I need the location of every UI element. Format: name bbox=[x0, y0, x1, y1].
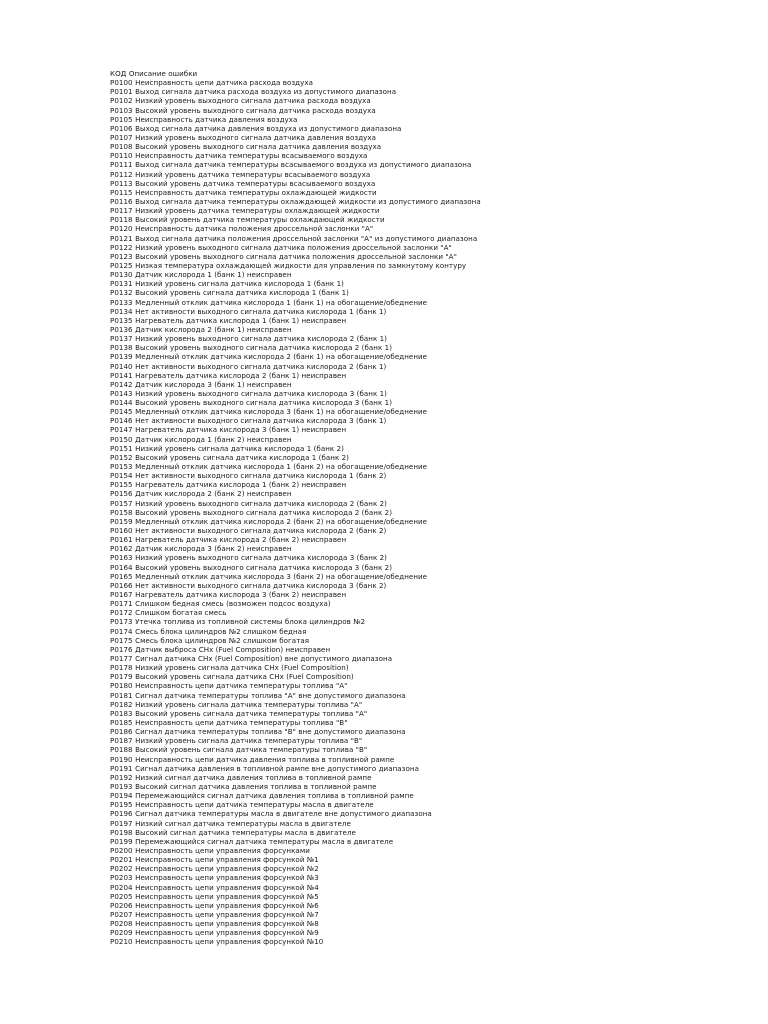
list-item bbox=[110, 416, 750, 425]
error-code: P0135 bbox=[110, 315, 133, 325]
list-item bbox=[110, 517, 750, 526]
error-code: P0130 bbox=[110, 270, 133, 280]
error-description: Низкий уровень датчика температуры охлаждающей жидкости bbox=[135, 206, 380, 216]
list-item bbox=[110, 526, 750, 535]
error-description: Неисправность цепи датчика температуры топлива "В" bbox=[135, 717, 348, 727]
list-item bbox=[110, 243, 750, 252]
list-item bbox=[110, 901, 750, 910]
error-code: P0167 bbox=[110, 590, 133, 600]
list-item bbox=[110, 224, 750, 233]
list-item bbox=[110, 343, 750, 352]
list-item bbox=[110, 828, 750, 837]
list-item bbox=[110, 234, 750, 243]
error-code: P0105 bbox=[110, 114, 133, 124]
error-description: Низкий уровень сигнала датчика кислорода 1 (банк 1) bbox=[135, 279, 344, 289]
error-description: Высокий уровень сигнала датчика CHx (Fuel Composition) bbox=[135, 672, 354, 682]
error-description: Высокий уровень выходного сигнала датчика расхода воздуха bbox=[135, 105, 376, 115]
error-code: P0133 bbox=[110, 297, 133, 307]
error-code: P0152 bbox=[110, 452, 133, 462]
error-code: P0204 bbox=[110, 882, 133, 892]
error-description: Нагреватель датчика кислорода 1 (банк 1) неисправен bbox=[135, 315, 347, 325]
error-code: P0197 bbox=[110, 818, 133, 828]
list-item bbox=[110, 453, 750, 462]
error-code: P0139 bbox=[110, 352, 133, 362]
error-description: Нет активности выходного сигнала датчика кислорода 1 (банк 2) bbox=[135, 471, 387, 481]
error-description: Высокий уровень выходного сигнала датчика кислорода 2 (банк 1) bbox=[135, 343, 393, 353]
error-code: P0206 bbox=[110, 900, 133, 910]
list-item bbox=[110, 279, 750, 288]
error-code: P0187 bbox=[110, 736, 133, 746]
list-item bbox=[110, 252, 750, 261]
list-item bbox=[110, 151, 750, 160]
error-code: P0116 bbox=[110, 196, 133, 206]
error-description: Неисправность цепи датчика температуры топлива "А" bbox=[135, 681, 348, 691]
error-code: P0179 bbox=[110, 672, 133, 682]
error-code: P0205 bbox=[110, 891, 133, 901]
error-description: Неисправность датчика температуры охлаждающей жидкости bbox=[135, 187, 377, 197]
error-code: P0173 bbox=[110, 617, 133, 627]
error-code: P0172 bbox=[110, 608, 133, 618]
error-code: P0163 bbox=[110, 553, 133, 563]
error-description: Неисправность цепи управления форсунками bbox=[135, 845, 310, 855]
list-item bbox=[110, 544, 750, 553]
list-item bbox=[110, 316, 750, 325]
error-code: P0117 bbox=[110, 206, 133, 216]
error-code: P0155 bbox=[110, 480, 133, 490]
error-description: Низкий уровень выходного сигнала датчика давления воздуха bbox=[135, 132, 377, 142]
error-description: Низкий уровень сигнала датчика кислорода 1 (банк 2) bbox=[135, 443, 344, 453]
list-item bbox=[110, 846, 750, 855]
error-code: P0142 bbox=[110, 379, 133, 389]
list-item bbox=[110, 398, 750, 407]
list-item bbox=[110, 179, 750, 188]
list-item bbox=[110, 170, 750, 179]
error-code: P0100 bbox=[110, 78, 133, 88]
error-description: Сигнал датчика CHx (Fuel Composition) вне допустимого диапазона bbox=[135, 654, 393, 663]
list-item bbox=[110, 681, 750, 690]
error-code: P0150 bbox=[110, 434, 133, 444]
list-item bbox=[110, 553, 750, 562]
list-item bbox=[110, 663, 750, 672]
error-description: Низкий уровень выходного сигнала датчика положения дроссельной заслонки "А" bbox=[135, 242, 452, 252]
error-code: P0201 bbox=[110, 855, 133, 865]
list-item bbox=[110, 87, 750, 96]
error-code: P0198 bbox=[110, 827, 133, 837]
error-description: Перемежающийся сигнал датчика давления топлива в топливной рампе bbox=[135, 791, 414, 801]
error-code: P0185 bbox=[110, 717, 133, 727]
error-code: P0182 bbox=[110, 699, 133, 709]
error-code: P0137 bbox=[110, 334, 133, 344]
list-item bbox=[110, 124, 750, 133]
error-description: Низкий уровень датчика температуры всасываемого воздуха bbox=[135, 169, 371, 179]
list-item bbox=[110, 197, 750, 206]
list-item bbox=[110, 819, 750, 828]
error-code: P0112 bbox=[110, 169, 133, 179]
error-code: P0147 bbox=[110, 425, 133, 435]
error-description: Утечка топлива из топливной системы блока цилиндров №2 bbox=[135, 617, 366, 627]
error-description: Неисправность цепи датчика расхода воздуха bbox=[135, 78, 314, 88]
error-code: P0171 bbox=[110, 599, 133, 609]
list-item bbox=[110, 572, 750, 581]
error-description: Неисправность цепи управления форсункой №8 bbox=[135, 919, 319, 929]
list-item bbox=[110, 206, 750, 215]
error-description: Датчик выброса CHx (Fuel Composition) неисправен bbox=[135, 644, 331, 654]
error-code: P0210 bbox=[110, 937, 133, 947]
error-description: Датчик кислорода 3 (банк 2) неисправен bbox=[135, 544, 292, 554]
error-code: P0121 bbox=[110, 233, 133, 243]
error-code: P0181 bbox=[110, 690, 133, 700]
error-description: Выход сигнала датчика давления воздуха из допустимого диапазона bbox=[135, 123, 402, 133]
error-description: Неисправность цепи управления форсункой №7 bbox=[135, 909, 319, 919]
error-description: Смесь блока цилиндров №2 слишком богатая bbox=[135, 635, 310, 645]
list-header bbox=[110, 69, 750, 78]
list-item bbox=[110, 892, 750, 901]
error-code: P0107 bbox=[110, 132, 133, 142]
list-item bbox=[110, 718, 750, 727]
error-description: Высокий уровень выходного сигнала датчика давления воздуха bbox=[135, 142, 382, 152]
list-item bbox=[110, 617, 750, 626]
error-code: P0200 bbox=[110, 845, 133, 855]
error-code: P0103 bbox=[110, 105, 133, 115]
error-description: Нет активности выходного сигнала датчика кислорода 3 (банк 2) bbox=[135, 580, 387, 590]
list-item bbox=[110, 627, 750, 636]
list-item bbox=[110, 325, 750, 334]
error-description: Слишком богатая смесь bbox=[135, 608, 227, 618]
error-description: Неисправность цепи датчика давления топлива в топливной рампе bbox=[135, 754, 395, 764]
error-code: P0177 bbox=[110, 654, 133, 663]
error-code: P0144 bbox=[110, 398, 133, 408]
error-description: Высокий уровень сигнала датчика кислорода 1 (банк 2) bbox=[135, 452, 349, 462]
list-item bbox=[110, 78, 750, 87]
error-code: P0175 bbox=[110, 635, 133, 645]
error-code: P0106 bbox=[110, 123, 133, 133]
list-item bbox=[110, 700, 750, 709]
error-code: P0111 bbox=[110, 160, 133, 170]
error-description: Нагреватель датчика кислорода 2 (банк 1) неисправен bbox=[135, 370, 347, 380]
list-item bbox=[110, 471, 750, 480]
error-code: P0110 bbox=[110, 151, 133, 161]
error-code: P0136 bbox=[110, 324, 133, 334]
error-description: Низкая температура охлаждающей жидкости для управления по замкнутому контуру bbox=[135, 260, 467, 270]
error-code: P0102 bbox=[110, 96, 133, 106]
error-code: P0174 bbox=[110, 626, 133, 636]
error-description: Низкий уровень сигнала датчика температуры топлива "В" bbox=[135, 736, 363, 746]
error-code: P0153 bbox=[110, 462, 133, 472]
list-item bbox=[110, 508, 750, 517]
error-code: P0203 bbox=[110, 873, 133, 883]
error-description: Низкий уровень сигнала датчика температуры топлива "А" bbox=[135, 699, 363, 709]
error-code-list bbox=[110, 69, 750, 947]
list-item bbox=[110, 188, 750, 197]
list-item bbox=[110, 782, 750, 791]
error-description: Выход сигнала датчика положения дроссельной заслонки "А" из допустимого диапазона bbox=[135, 233, 478, 243]
error-description: Датчик кислорода 1 (банк 1) неисправен bbox=[135, 270, 292, 280]
list-item bbox=[110, 106, 750, 115]
error-code: P0118 bbox=[110, 215, 133, 225]
error-code: P0140 bbox=[110, 361, 133, 371]
error-code: P0115 bbox=[110, 187, 133, 197]
list-item bbox=[110, 462, 750, 471]
error-description: Неисправность датчика давления воздуха bbox=[135, 114, 298, 124]
error-description: Высокий сигнал датчика давления топлива в топливной рампе bbox=[135, 781, 377, 791]
error-description: Неисправность цепи управления форсункой №10 bbox=[135, 937, 324, 947]
list-item bbox=[110, 764, 750, 773]
error-description: Высокий уровень выходного сигнала датчика кислорода 3 (банк 1) bbox=[135, 398, 393, 408]
list-item bbox=[110, 691, 750, 700]
error-description: Неисправность цепи датчика температуры масла в двигателе bbox=[135, 800, 374, 810]
error-code: P0178 bbox=[110, 663, 133, 673]
error-description: Неисправность цепи управления форсункой №2 bbox=[135, 864, 319, 874]
error-description: Нет активности выходного сигнала датчика кислорода 2 (банк 1) bbox=[135, 361, 387, 371]
list-item bbox=[110, 288, 750, 297]
list-item bbox=[110, 937, 750, 946]
error-code: P0162 bbox=[110, 544, 133, 554]
error-description: Низкий уровень выходного сигнала датчика кислорода 2 (банк 2) bbox=[135, 498, 387, 508]
error-code: P0123 bbox=[110, 251, 133, 261]
list-item bbox=[110, 133, 750, 142]
error-description: Сигнал датчика температуры топлива "В" вне допустимого диапазона bbox=[135, 727, 406, 737]
list-item bbox=[110, 645, 750, 654]
error-description: Низкий уровень выходного сигнала датчика расхода воздуха bbox=[135, 96, 371, 106]
list-item bbox=[110, 709, 750, 718]
error-description: Высокий уровень выходного сигнала датчика кислорода 2 (банк 2) bbox=[135, 507, 393, 517]
error-description: Выход сигнала датчика расхода воздуха из допустимого диапазона bbox=[135, 87, 397, 97]
list-item bbox=[110, 115, 750, 124]
error-description: Высокий уровень сигнала датчика температуры топлива "А" bbox=[135, 708, 368, 718]
error-code: P0113 bbox=[110, 178, 133, 188]
error-description: Датчик кислорода 3 (банк 1) неисправен bbox=[135, 379, 292, 389]
error-code: P0164 bbox=[110, 562, 133, 572]
list-item bbox=[110, 791, 750, 800]
list-item bbox=[110, 307, 750, 316]
error-code: P0199 bbox=[110, 836, 133, 846]
list-item bbox=[110, 261, 750, 270]
list-item bbox=[110, 499, 750, 508]
error-code: P0122 bbox=[110, 242, 133, 252]
error-description: Низкий сигнал датчика температуры масла в двигателе bbox=[135, 818, 351, 828]
list-item bbox=[110, 608, 750, 617]
error-description: Высокий уровень сигнала датчика кислорода 1 (банк 1) bbox=[135, 288, 349, 298]
error-description: Низкий уровень выходного сигнала датчика кислорода 3 (банк 1) bbox=[135, 388, 387, 398]
error-code: P0196 bbox=[110, 809, 133, 819]
error-description: Нет активности выходного сигнала датчика кислорода 1 (банк 1) bbox=[135, 306, 387, 316]
error-code: P0141 bbox=[110, 370, 133, 380]
header-code-label: КОД bbox=[110, 69, 127, 78]
error-description: Неисправность цепи управления форсункой №5 bbox=[135, 891, 319, 901]
list-item bbox=[110, 371, 750, 380]
error-code: P0125 bbox=[110, 260, 133, 270]
error-description: Нагреватель датчика кислорода 3 (банк 2) неисправен bbox=[135, 590, 347, 600]
error-code: P0193 bbox=[110, 781, 133, 791]
error-description: Низкий сигнал датчика давления топлива в топливной рампе bbox=[135, 772, 372, 782]
error-description: Неисправность цепи управления форсункой №4 bbox=[135, 882, 319, 892]
error-code: P0176 bbox=[110, 644, 133, 654]
error-description: Высокий уровень датчика температуры охлаждающей жидкости bbox=[135, 215, 385, 225]
error-description: Высокий уровень сигнала датчика температуры топлива "В" bbox=[135, 745, 368, 755]
error-code: P0156 bbox=[110, 489, 133, 499]
error-code: P0192 bbox=[110, 772, 133, 782]
error-description: Медленный отклик датчика кислорода 3 (банк 1) на обогащение/обеднение bbox=[135, 407, 428, 417]
list-item bbox=[110, 736, 750, 745]
error-code: P0145 bbox=[110, 407, 133, 417]
list-item bbox=[110, 809, 750, 818]
list-item bbox=[110, 380, 750, 389]
list-item bbox=[110, 873, 750, 882]
error-description: Сигнал датчика давления в топливной рампе вне допустимого диапазона bbox=[135, 763, 419, 773]
list-item bbox=[110, 864, 750, 873]
error-description: Нагреватель датчика кислорода 3 (банк 1) неисправен bbox=[135, 425, 347, 435]
error-description: Медленный отклик датчика кислорода 2 (банк 1) на обогащение/обеднение bbox=[135, 352, 428, 362]
list-item bbox=[110, 837, 750, 846]
error-code: P0134 bbox=[110, 306, 133, 316]
error-code: P0183 bbox=[110, 708, 133, 718]
error-description: Высокий уровень выходного сигнала датчика кислорода 3 (банк 2) bbox=[135, 562, 393, 572]
error-code: P0180 bbox=[110, 681, 133, 691]
error-code: P0159 bbox=[110, 516, 133, 526]
list-item bbox=[110, 489, 750, 498]
list-item bbox=[110, 215, 750, 224]
list-item bbox=[110, 407, 750, 416]
error-code: P0165 bbox=[110, 571, 133, 581]
list-item bbox=[110, 928, 750, 937]
list-item bbox=[110, 636, 750, 645]
error-code: P0190 bbox=[110, 754, 133, 764]
list-item bbox=[110, 160, 750, 169]
error-description: Выход сигнала датчика температуры всасываемого воздуха из допустимого диапазона bbox=[135, 160, 472, 170]
list-item bbox=[110, 800, 750, 809]
list-item bbox=[110, 425, 750, 434]
header-description-label: Описание ошибки bbox=[128, 69, 198, 78]
error-code: P0154 bbox=[110, 471, 133, 481]
error-description: Неисправность цепи управления форсункой №6 bbox=[135, 900, 319, 910]
error-description: Нет активности выходного сигнала датчика кислорода 2 (банк 2) bbox=[135, 526, 387, 536]
error-code: P0143 bbox=[110, 388, 133, 398]
error-code: P0208 bbox=[110, 919, 133, 929]
list-item bbox=[110, 362, 750, 371]
error-code: P0157 bbox=[110, 498, 133, 508]
list-item bbox=[110, 389, 750, 398]
error-code: P0158 bbox=[110, 507, 133, 517]
error-description: Неисправность цепи управления форсункой №9 bbox=[135, 928, 319, 938]
list-item bbox=[110, 563, 750, 572]
error-description: Низкий уровень сигнала датчика CHx (Fuel Composition) bbox=[135, 663, 349, 673]
list-item bbox=[110, 298, 750, 307]
error-code: P0120 bbox=[110, 224, 133, 234]
list-item bbox=[110, 435, 750, 444]
error-code: P0186 bbox=[110, 727, 133, 737]
list-item bbox=[110, 535, 750, 544]
list-item bbox=[110, 581, 750, 590]
error-code: P0202 bbox=[110, 864, 133, 874]
error-code: P0132 bbox=[110, 288, 133, 298]
list-item bbox=[110, 910, 750, 919]
error-code: P0138 bbox=[110, 343, 133, 353]
error-code: P0108 bbox=[110, 142, 133, 152]
list-item bbox=[110, 270, 750, 279]
error-code: P0191 bbox=[110, 763, 133, 773]
error-code-rows bbox=[110, 78, 750, 946]
error-description: Медленный отклик датчика кислорода 1 (банк 2) на обогащение/обеднение bbox=[135, 462, 428, 472]
error-code: P0131 bbox=[110, 279, 133, 289]
error-description: Медленный отклик датчика кислорода 3 (банк 2) на обогащение/обеднение bbox=[135, 571, 428, 581]
list-item bbox=[110, 480, 750, 489]
error-description: Низкий уровень выходного сигнала датчика кислорода 3 (банк 2) bbox=[135, 553, 387, 563]
error-description: Датчик кислорода 2 (банк 1) неисправен bbox=[135, 324, 292, 334]
error-description: Выход сигнала датчика температуры охлаждающей жидкости из допустимого диапазона bbox=[135, 196, 481, 206]
error-description: Нагреватель датчика кислорода 1 (банк 2) неисправен bbox=[135, 480, 347, 490]
error-description: Высокий сигнал датчика температуры масла в двигателе bbox=[135, 827, 356, 837]
list-item bbox=[110, 444, 750, 453]
list-item bbox=[110, 96, 750, 105]
list-item bbox=[110, 855, 750, 864]
error-code: P0195 bbox=[110, 800, 133, 810]
list-item bbox=[110, 745, 750, 754]
error-description: Нагреватель датчика кислорода 2 (банк 2) неисправен bbox=[135, 535, 347, 545]
list-item bbox=[110, 919, 750, 928]
list-item bbox=[110, 727, 750, 736]
error-description: Неисправность цепи управления форсункой №3 bbox=[135, 873, 319, 883]
error-description: Неисправность датчика температуры всасываемого воздуха bbox=[135, 151, 368, 161]
error-description: Высокий уровень выходного сигнала датчика положения дроссельной заслонки "А" bbox=[135, 251, 457, 261]
list-item bbox=[110, 599, 750, 608]
error-code: P0188 bbox=[110, 745, 133, 755]
error-description: Неисправность цепи управления форсункой №1 bbox=[135, 855, 319, 865]
error-code: P0161 bbox=[110, 535, 133, 545]
error-code: P0151 bbox=[110, 443, 133, 453]
error-description: Медленный отклик датчика кислорода 2 (банк 2) на обогащение/обеднение bbox=[135, 516, 428, 526]
error-description: Низкий уровень выходного сигнала датчика кислорода 2 (банк 1) bbox=[135, 334, 387, 344]
list-item bbox=[110, 672, 750, 681]
error-description: Сигнал датчика температуры топлива "А" вне допустимого диапазона bbox=[135, 690, 406, 700]
list-item bbox=[110, 334, 750, 343]
list-item bbox=[110, 590, 750, 599]
error-code: P0101 bbox=[110, 87, 133, 97]
error-description: Высокий уровень датчика температуры всасываемого воздуха bbox=[135, 178, 376, 188]
error-description: Слишком бедная смесь (возможен подсос воздуха) bbox=[135, 599, 331, 609]
error-code: P0209 bbox=[110, 928, 133, 938]
error-code: P0207 bbox=[110, 909, 133, 919]
error-code: P0194 bbox=[110, 791, 133, 801]
list-item bbox=[110, 654, 750, 663]
list-item bbox=[110, 352, 750, 361]
error-description: Неисправность датчика положения дроссельной заслонки "А" bbox=[135, 224, 374, 234]
error-description: Нет активности выходного сигнала датчика кислорода 3 (банк 1) bbox=[135, 416, 387, 426]
list-item bbox=[110, 883, 750, 892]
error-description: Датчик кислорода 1 (банк 2) неисправен bbox=[135, 434, 292, 444]
error-code: P0146 bbox=[110, 416, 133, 426]
error-description: Медленный отклик датчика кислорода 1 (банк 1) на обогащение/обеднение bbox=[135, 297, 428, 307]
list-item bbox=[110, 773, 750, 782]
error-code: P0166 bbox=[110, 580, 133, 590]
error-description: Смесь блока цилиндров №2 слишком бедная bbox=[135, 626, 307, 636]
error-code: P0160 bbox=[110, 526, 133, 536]
list-item bbox=[110, 142, 750, 151]
error-description: Сигнал датчика температуры масла в двигателе вне допустимого диапазона bbox=[135, 809, 432, 819]
error-description: Датчик кислорода 2 (банк 2) неисправен bbox=[135, 489, 292, 499]
error-description: Перемежающийся сигнал датчика температуры масла в двигателе bbox=[135, 836, 394, 846]
list-item bbox=[110, 755, 750, 764]
